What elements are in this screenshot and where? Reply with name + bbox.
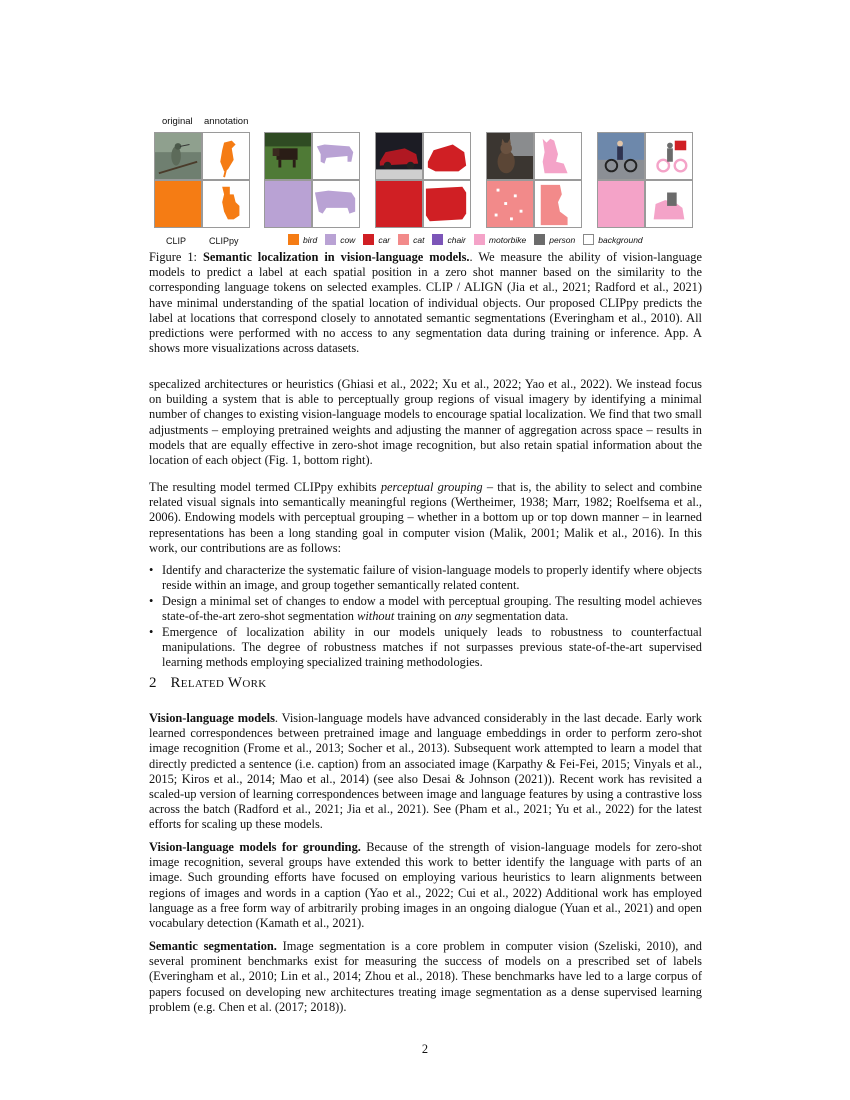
legend-item-cat [398,234,424,245]
panel-cow-original [264,132,312,180]
panel-cow-clip [264,180,312,228]
legend-item-cow [325,234,355,245]
caption-body: We measure the ability of vision-language models to predict a label at each spatial position in a zero shot manner based on the similarity to the corresponding language tokens on selected examples. CLIP / ALIGN (Jia et al., 2021; Radford et al., 2021) have minimal understanding of the spatial location of individual objects. Our proposed CLIPpy predicts the label at locations that correspond closely to annotated semantic segmentations (Everingham et al., 2010). All predictions were performed with no access to any segmentation data during training or inference. App. A shows more visualizations across datasets. [149,250,702,356]
bullet: • [149,563,154,577]
caption-title: Semantic localization in vision-language models. [202,250,470,264]
paragraph-perceptual-grouping [149,480,702,556]
paragraph-text: Vision-language models have advanced considerably in the last decade. Early work learned correspondences between pretrained image and language embeddings in order to perform zero-shot image recognition (Frome et al., 2013; Socher et al., 2013). Subsequent work attempted to learn a model that directly predicted a sentence (i.e. caption) from an associated image (Karpathy & Fei-Fei, 2015; Vinyals et al., 2015; Kiros et al., 2014; Mao et al., 2014) (see also Desai & Johnson (2021)). Recent work has revisited a scaled-up version of learning correspondences between image and language features by using a contrastive loss across the batch (Radford et al., 2021; Jia et al., 2021). See (Pham et al., 2021; Yu et al., 2022) for the latest efforts for scaling up these models. [149,711,702,832]
panel-cow-clippy [312,180,360,228]
legend-swatch [325,234,336,245]
panel-cat-original [486,132,534,180]
legend-swatch [534,234,545,245]
list-item [149,563,702,593]
legend-label: cat [413,234,425,245]
caption-title-suffix: . [469,250,473,264]
paragraph-intro-continued [149,377,702,468]
list-item-text: Emergence of localization ability in our models uniquely leads to robustness to counterfactual manipulations. The degree of robustness matches if not surpasses previous state-of-the-art supervised learning methods employing specialized training methodologies. [162,624,702,670]
legend-swatch [288,234,299,245]
paragraph-text: specalized architectures or heuristics (Ghiasi et al., 2022; Xu et al., 2022; Yao et al., 2022). We instead focus on building a system that is able to perceptually group regions of visual imagery by identifying a minimal number of changes to existing vision-language models to encourage spatial localization. We find that two small adjustments – employing pretrained weights and adjusting the manner of aggregation across space – results in models that are equally effective in zero-shot image recognition, but also retain spatial information about the location of each object (Fig. 1, bottom right). [149,377,702,468]
paragraph-grounding [149,840,702,931]
list-item [149,594,702,624]
figure-caption [149,250,702,356]
list-item-text: Design a minimal set of changes to endow a model with perceptual grouping. The resulting model achieves state-of-the-art zero-shot segmentation [162,593,702,624]
legend-swatch [583,234,594,245]
panel-car-clippy [423,180,471,228]
legend-label: chair [447,234,466,245]
paragraph-vision-language-models [149,711,702,833]
paragraph-text: – that is, the ability to select and combine related visual signals into semantically meaningful regions (Wertheimer, 1938; Marr, 1982; Roelfsema et al., 2006). Endowing models with perceptual grouping – whether in a bottom up or top down manner – in learned representations has been a long standing goal in computer vision (Malik, 2001; Malik et al., 2016). In this work, our contributions are as follows: [149,480,702,555]
panel-motorbike-clip [597,180,645,228]
panel-car-annotation [423,132,471,180]
legend-swatch [474,234,485,245]
page-number: 2 [421,1042,429,1056]
figure-legend [288,234,651,245]
caption-label: Figure 1: [149,250,197,264]
section-number: 2 [149,675,157,691]
legend-item-motorbike [474,234,526,245]
panel-motorbike-original [597,132,645,180]
emphasis-any: any [454,609,473,624]
paragraph-semantic-segmentation [149,939,702,1015]
panel-bird-clippy [202,180,250,228]
legend-swatch [432,234,443,245]
legend-label: background [598,234,643,245]
panel-motorbike-clippy [645,180,693,228]
legend-label: car [378,234,391,245]
panel-bird-annotation [202,132,250,180]
paragraph-heading: Vision-language models [149,711,275,725]
panel-car-clip [375,180,423,228]
paragraph-heading: Vision-language models for grounding. [149,840,361,854]
legend-item-car [363,234,390,245]
emphasis-without: without [357,609,395,624]
contributions-list [149,563,702,671]
paragraph-text: The resulting model termed CLIPpy exhibits [149,480,381,494]
list-item [149,625,702,671]
section-heading-related-work [149,675,267,692]
paragraph-heading: Semantic segmentation. [149,939,277,953]
legend-item-chair [432,234,465,245]
panel-car-original [375,132,423,180]
legend-label: cow [340,234,356,245]
legend-label: motorbike [488,234,527,245]
paragraph-text: Image segmentation is a core problem in computer vision (Szeliski, 2010), and several prominent benchmarks exist for measuring the success of models on a prescribed set of labels (Everingham et al., 2010; Lin et al., 2014; Zhou et al., 2018). These benchmarks have led to a large corpus of papers focused on developing new architectures treating image segmentation as a dense supervised learning problem (e.g. Chen et al. (2017; 2018)). [149,939,702,1014]
legend-item-background [583,234,642,245]
list-item-text: Identify and characterize the systematic failure of vision-language models to properly identify where objects reside within an image, and group together semantically related content. [162,563,702,593]
legend-swatch [398,234,409,245]
paragraph-text: Because of the strength of vision-language models for zero-shot image recognition, several groups have extended this work to better identify the language with parts of an image. Such grounding efforts have focused on employing various heuristics to learn alignments between regions of images and words in a caption (Yao et al., 2022; Cui et al., 2022) Additional work has employed language as a free form way of arbitrarily probing images in an ongoing dialogue (Yuan et al., 2021) and open vocabulary detection (Kamath et al., 2021). [149,840,702,931]
panel-bird-original [154,132,202,180]
emphasis-perceptual-grouping: perceptual grouping [380,480,483,494]
panel-cat-annotation [534,132,582,180]
header-original: original [162,116,193,127]
list-item-text: training on [394,609,455,624]
panel-bird-clip [154,180,202,228]
list-item-text: segmentation data. [472,609,569,624]
panel-cat-clippy [534,180,582,228]
legend-item-person [534,234,575,245]
paragraph-heading-suffix: . [274,711,279,725]
legend-item-bird [288,234,317,245]
legend-label: bird [303,234,318,245]
section-title: Related Work [170,675,267,691]
bullet: • [149,593,154,608]
row-label-clip: CLIP [166,236,187,246]
legend-label: person [549,234,576,245]
bullet: • [149,624,154,639]
panel-cat-clip [486,180,534,228]
legend-swatch [363,234,374,245]
row-label-clippy: CLIPpy [209,236,239,246]
header-annotation: annotation [204,116,249,127]
panel-motorbike-annotation [645,132,693,180]
panel-cow-annotation [312,132,360,180]
